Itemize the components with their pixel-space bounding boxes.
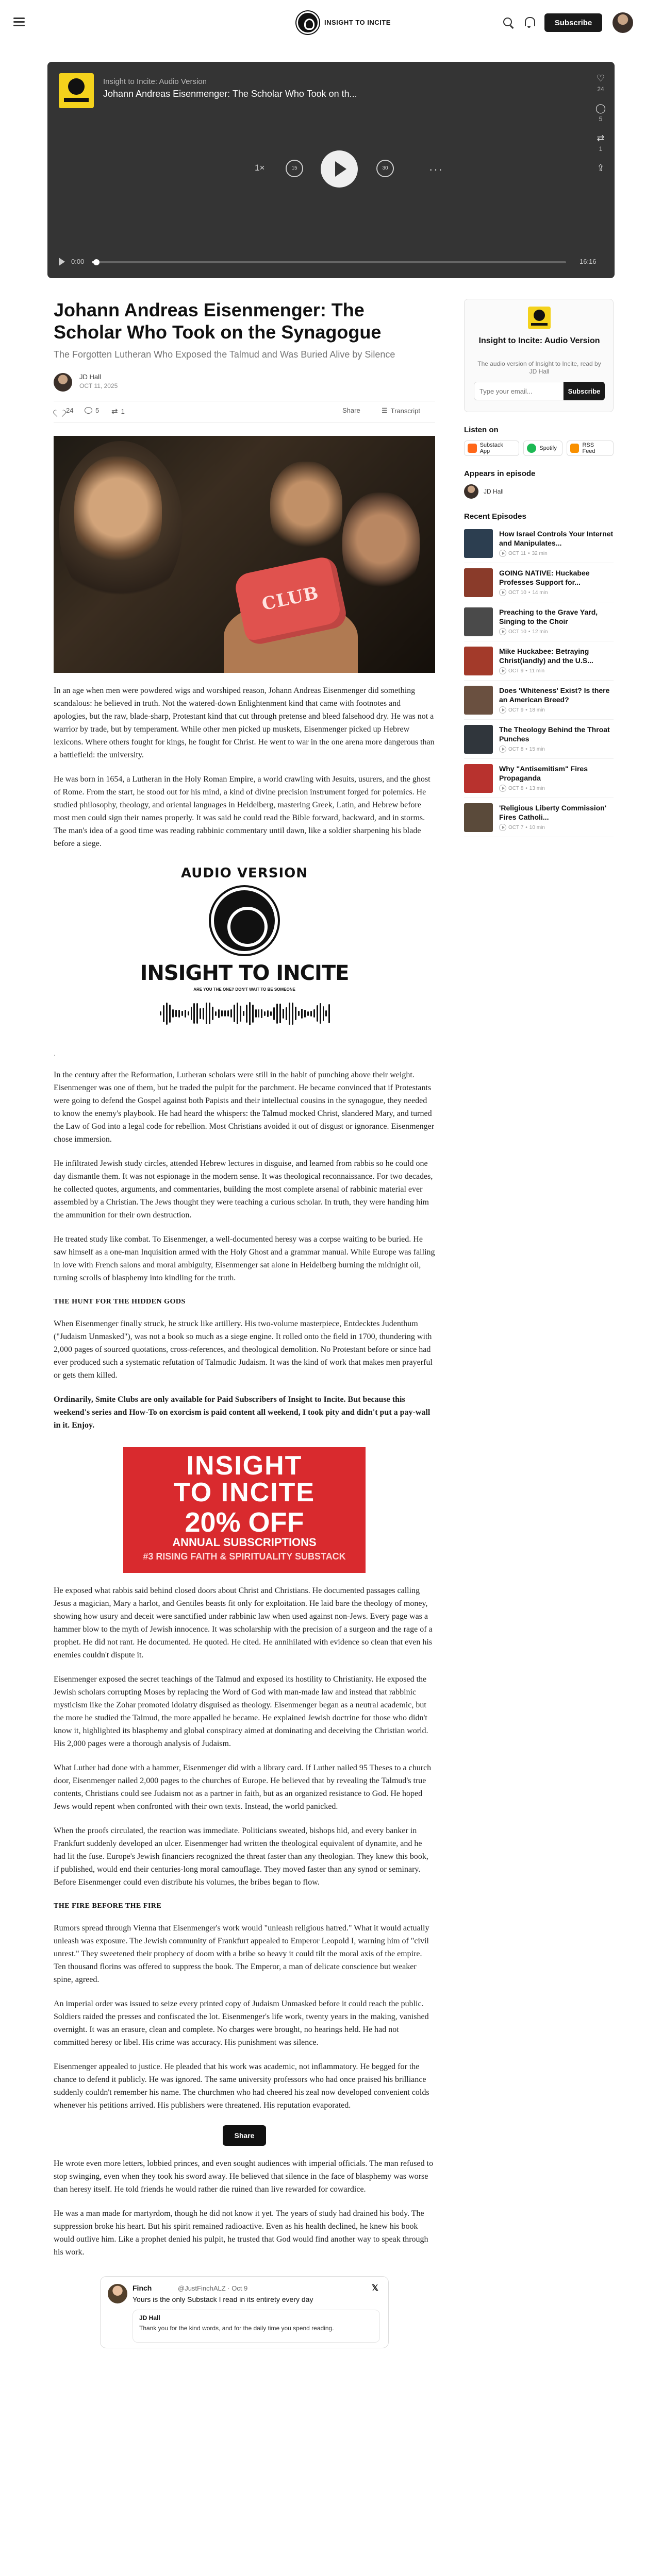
appears-avatar	[464, 484, 478, 499]
separator: .	[54, 1050, 56, 1057]
waveform-bar	[243, 1011, 244, 1016]
waveform-bar	[230, 1009, 232, 1018]
episode-thumbnail	[464, 725, 493, 754]
waveform-bar	[191, 1007, 192, 1020]
byline	[54, 371, 435, 394]
waveform-bar	[240, 1006, 241, 1022]
waveform-bar	[215, 1011, 217, 1016]
waveform-bar	[200, 1008, 201, 1019]
paid-note: Ordinarily, Smite Clubs are only available for Paid Subscribers of Insight to Incite. But because this weekend's series and How-To on exorcism is paid content all weekend, I took pity and didn't put a pay-wall in it. Enjoy.	[54, 1395, 431, 1430]
promo-line-5: #3 RISING FAITH & SPIRITUALITY SUBSTACK	[143, 1551, 346, 1562]
post-actions	[54, 401, 435, 422]
waveform-bar	[166, 1003, 168, 1025]
tweet-text: Yours is the only Substack I read in its entirety every day	[133, 2295, 313, 2303]
waveform-bar	[227, 1010, 229, 1016]
email-field[interactable]	[474, 382, 564, 400]
article-body	[54, 684, 435, 2348]
paragraph: He wrote even more letters, lobbied princes, and even sought audiences with imperial officials. The man refused to stop swinging, even when they took his sword away. He believed that silence in the face of blasphemy was worse than heresy itself. He told friends he would rather die ruined than live rewarded for cowardice.	[54, 2159, 434, 2194]
waveform-bar	[286, 1007, 287, 1020]
hero-image[interactable]	[54, 436, 435, 673]
gas-mask-logo	[211, 887, 278, 954]
mini-play-icon[interactable]	[59, 258, 65, 266]
paragraph: When the proofs circulated, the reaction was immediate. Politicians sweated, bishops hid, and every banker in Frankfurt suddenly developed an ulcer. Eisenmenger had written the theological equivalent of dynamite, and he had lit the fuse. Europe's Jewish financiers recognized the threat faster than any theologian. They knew this book, if published, would end their centuries-long moral camouflage. They moved faster than any synod or seminary. Before Eisenmenger could even distribute his volumes, the bribes began to flow.	[54, 1826, 428, 1887]
promo-line-4: ANNUAL SUBSCRIPTIONS	[172, 1536, 317, 1549]
episode-length: 15 min	[529, 746, 545, 752]
skip-back-button[interactable]: 15	[286, 160, 303, 177]
episode-meta	[499, 628, 548, 635]
episode-meta	[499, 824, 545, 831]
recent-episode[interactable]	[464, 602, 614, 641]
article	[54, 299, 435, 2348]
recent-episodes	[464, 524, 614, 837]
waveform-bar	[193, 1003, 195, 1024]
recent-episode[interactable]	[464, 759, 614, 798]
paragraph: He treated study like combat. To Eisenmenger, a well-documented heresy was a corpse waiting to be buried. He saw himself as a one-man Inquisition armed with the Holy Ghost and a grammar manual. While Europe was falling in love with French salons and moral ambiguity, Eisenmenger sat alone in Heidelberg burning the midnight oil, turning scrolls of blasphemy into kindling for the truth.	[54, 1235, 435, 1282]
share-button[interactable]	[342, 406, 360, 414]
waveform-bar	[304, 1010, 306, 1018]
waveform-bar	[203, 1008, 204, 1020]
top-bar	[0, 0, 662, 46]
tweet-handle: @JustFinchALZ · Oct 9	[178, 2284, 248, 2292]
restack-icon: ⇄	[111, 407, 118, 416]
listen-app-label: RSS Feed	[582, 442, 595, 454]
listen-apps	[464, 440, 614, 456]
recent-episode[interactable]	[464, 798, 614, 837]
audio-player	[47, 62, 615, 278]
player-like-count: 24	[597, 86, 604, 93]
episode-length: 11 min	[529, 668, 545, 674]
waveform-bar	[181, 1011, 183, 1016]
episode-date: OCT 7	[508, 824, 524, 831]
waveform-bar	[283, 1009, 284, 1019]
paragraph: Rumors spread through Vienna that Eisenmenger's work would "unleash religious hatred." What it would actually unleash was exposure. The Jewish community of Frankfurt appealed to Emperor Leopold I, warning him of "civil unrest." They sweetened their prophecy of doom with a bribe so heavy it could tilt the moral axis of the empire. Ten thousand florins was offered to suppress the book. The Emperor, a man of delicate conscience but weaker spine, agreed.	[54, 1924, 429, 1984]
waveform-bar	[196, 1003, 198, 1024]
subscribe-card-title: Insight to Incite: Audio Version	[478, 336, 600, 345]
episode-length: 12 min	[532, 629, 548, 635]
meta-separator: •	[525, 785, 527, 791]
subscribe-card	[464, 299, 614, 412]
waveform-bar	[237, 1003, 238, 1024]
waveform-bar	[224, 1010, 226, 1016]
rss-feed-button[interactable]	[567, 440, 614, 456]
comment-icon	[85, 407, 92, 414]
waveform-bar	[252, 1005, 254, 1023]
recent-episode[interactable]	[464, 681, 614, 720]
listen-app-label: Substack App	[479, 442, 503, 454]
transcript-button[interactable]	[382, 406, 420, 415]
player-restack-count: 1	[599, 145, 603, 152]
waveform-bar	[218, 1009, 220, 1018]
page-subtitle: The Forgotten Lutheran Who Exposed the Talmud and Was Buried Alive by Silence	[54, 349, 395, 360]
tweet-avatar	[108, 2284, 127, 2303]
x-logo-icon: 𝕏	[372, 2284, 378, 2293]
quoted-author: JD Hall	[139, 2314, 160, 2321]
episode-length: 10 min	[529, 824, 545, 831]
waveform-bar	[292, 1003, 293, 1025]
waveform-bar	[261, 1009, 262, 1018]
portrait-face	[74, 456, 162, 570]
waveform-bar	[310, 1011, 312, 1016]
like-count: 24	[66, 406, 74, 414]
waveform-bar	[188, 1011, 189, 1015]
waveform-bar	[267, 1010, 269, 1017]
waveform-bar	[323, 1006, 324, 1021]
rss-icon	[570, 444, 580, 453]
waveform-bar	[313, 1009, 315, 1018]
subscribe-card-description: The audio version of Insight to Incite, read by JD Hall	[477, 360, 601, 375]
quoted-text: Thank you for the kind words, and for the daily time you spend reading.	[139, 2325, 334, 2332]
episode-thumbnail	[464, 607, 493, 636]
skip-forward-button[interactable]: 30	[376, 160, 394, 177]
heart-icon[interactable]: ♡	[596, 73, 605, 83]
appears-name: JD Hall	[484, 488, 504, 495]
waveform-bar	[185, 1010, 186, 1018]
play-icon[interactable]	[499, 824, 506, 831]
episode-meta	[499, 550, 548, 557]
paragraph: In an age when men were powdered wigs and worshiped reason, Johann Andreas Eisenmenger did something scandalous: he believed in truth. Not the watered-down Enlightenment kind that came with footnotes and apologies, but the raw, blade-sharp, Protestant kind that cut through pretense and bleed falsehood dry. He was not a warrior by trade, but by temperament. While other men picked up muskets, Eisenmenger picked up Hebrew lexicons. Where others fought for kings, he fought for Christ. He went to war in the one arena more dangerous than a battlefield: the university.	[54, 686, 435, 759]
episode-date: OCT 10	[508, 589, 526, 596]
episode-meta	[499, 745, 545, 753]
player-comment-count: 5	[599, 115, 603, 123]
recent-episode[interactable]	[464, 720, 614, 759]
promo-line-1: INSIGHT	[186, 1451, 303, 1481]
publication-logo	[528, 307, 551, 329]
section-heading: THE FIRE BEFORE THE FIRE	[54, 1902, 162, 1910]
episode-title: 'Religious Liberty Commission' Fires Catholi...	[499, 804, 607, 821]
menu-icon[interactable]	[11, 15, 27, 31]
waveform-bar	[317, 1005, 318, 1022]
episode-date: OCT 8	[508, 746, 524, 752]
share-button[interactable]: Share	[223, 2125, 266, 2146]
episode-length: 18 min	[529, 707, 545, 713]
audio-image-tagline: ARE YOU THE ONE? DON'T WAIT TO BE SOMEONE	[193, 987, 295, 992]
episode-length: 32 min	[532, 550, 548, 556]
promo-discount: 20% OFF	[185, 1507, 304, 1538]
meta-separator: •	[525, 746, 527, 752]
restack-button[interactable]	[111, 406, 125, 416]
waveform-bar	[169, 1005, 171, 1023]
share-label: Share	[342, 406, 360, 414]
episode-thumbnail	[464, 529, 493, 558]
brand[interactable]	[296, 11, 391, 34]
recent-episodes-heading: Recent Episodes	[464, 512, 526, 521]
transcript-icon: ☰	[382, 406, 388, 414]
episode-thumbnail	[464, 686, 493, 715]
soap-text: CLUB	[260, 582, 321, 615]
page-title: Johann Andreas Eisenmenger: The Scholar Who Took on the Synagogue	[54, 299, 382, 343]
promo-banner[interactable]	[123, 1447, 366, 1573]
episode-title: Preaching to the Grave Yard, Singing to the Choir	[499, 608, 598, 625]
meta-separator: •	[528, 550, 530, 556]
progress-track[interactable]	[92, 261, 566, 263]
rabbi-face	[342, 493, 420, 596]
progress-knob[interactable]	[93, 259, 100, 265]
paragraph: He infiltrated Jewish study circles, attended Hebrew lectures in disguise, and learned from rabbis so he could one day dismantle them. It was not espionage in the modern sense. It was theological reconnaissance. For two decades, he collected quotes, arguments, and commentaries, building the most complete arsenal of rabbinic material ever assembled by a Christian. The Jews thought they were teaching a curious scholar. In truth, they were handing him the ammunition for their own destruction.	[54, 1159, 433, 1219]
player-progress	[59, 257, 603, 267]
meta-separator: •	[528, 589, 531, 596]
waveform-bar	[270, 1011, 272, 1016]
waveform-bar	[234, 1005, 235, 1022]
player-source[interactable]: Insight to Incite: Audio Version	[103, 77, 207, 86]
paragraph: Eisenmenger appealed to justice. He pleaded that his work was academic, not inflammatory. He begged for the chance to defend it publicly. He was ignored. The same university professors who had once praised his brilliance suddenly couldn't remember his name. The churchmen who had cheered his zeal now developed convenient colds whenever his petitions arrived. His publishers were threatened. His reputation evaporated.	[54, 2062, 429, 2110]
episode-meta	[499, 785, 545, 792]
waveform-bar	[255, 1009, 257, 1018]
waveform-bar	[246, 1005, 247, 1023]
appears-author[interactable]	[464, 484, 614, 499]
episode-title: Why "Antisemitism" Fires Propaganda	[499, 765, 588, 782]
waveform-bar	[320, 1003, 321, 1024]
brand-name: INSIGHT TO INCITE	[324, 19, 391, 26]
waveform-bar	[221, 1010, 223, 1016]
author-name[interactable]: JD Hall	[79, 373, 101, 381]
waveform-bar	[249, 1002, 251, 1025]
episode-title: Mike Huckabee: Betraying Christ(iandly) and the U.S...	[499, 647, 593, 665]
appears-heading: Appears in episode	[464, 469, 536, 478]
comment-icon[interactable]: ◯	[595, 103, 606, 113]
restack-count: 1	[121, 407, 125, 415]
play-icon[interactable]	[499, 667, 506, 674]
substack-app-button[interactable]	[464, 440, 519, 456]
episode-title: GOING NATIVE: Huckabee Professes Support for...	[499, 569, 590, 586]
avatar[interactable]	[613, 12, 633, 33]
episode-meta	[499, 589, 548, 596]
waveform-bar	[178, 1010, 180, 1018]
sidebar	[464, 299, 614, 837]
episode-date: OCT 11	[508, 550, 526, 556]
more-icon[interactable]: ···	[429, 163, 443, 176]
audio-version-image[interactable]	[136, 866, 353, 1041]
meta-separator: •	[525, 824, 527, 831]
audio-image-brand: INSIGHT TO INCITE	[140, 961, 349, 985]
comment-count: 5	[95, 406, 100, 414]
meta-separator: •	[525, 707, 527, 713]
brand-logo	[296, 11, 319, 34]
recent-episode[interactable]	[464, 563, 614, 602]
waveform-bar	[264, 1011, 266, 1016]
episode-date: OCT 8	[508, 785, 524, 791]
episode-thumbnail	[464, 803, 493, 832]
episode-title: How Israel Controls Your Internet and Manipulates...	[499, 530, 614, 547]
waveform-bar	[301, 1009, 303, 1019]
waveform-bar	[307, 1011, 309, 1016]
episode-artwork	[59, 73, 94, 108]
section-heading: THE HUNT FOR THE HIDDEN GODS	[54, 1298, 186, 1306]
play-button[interactable]	[321, 150, 358, 188]
episode-title: The Theology Behind the Throat Punches	[499, 725, 610, 743]
comment-button[interactable]	[85, 406, 99, 414]
waveform-bar	[212, 1007, 213, 1020]
waveform-bar	[160, 1011, 161, 1015]
restack-icon[interactable]: ⇄	[597, 133, 605, 143]
elapsed-time: 0:00	[71, 258, 85, 265]
paragraph: When Eisenmenger finally struck, he struck like artillery. His two-volume masterpiece, Entdecktes Judenthum ("Judaism Unmasked"), was not a book so much as a siege engine. It rolled onto the field in 1700, thundering with 2,000 pages of sourced quotations, cross-references, and theological demolition. No Protestant before or since had ever produced such a systematic refutation of Talmudic Judaism. It was the kind of work that makes men prayerful or gets them killed.	[54, 1319, 433, 1380]
player-title: Johann Andreas Eisenmenger: The Scholar Who Took on th...	[103, 89, 357, 99]
waveform-bar	[175, 1010, 177, 1017]
waveform-bar	[279, 1004, 281, 1023]
meta-separator: •	[528, 629, 531, 635]
sidebar-subscribe-button[interactable]: Subscribe	[564, 382, 605, 400]
episode-thumbnail	[464, 764, 493, 793]
episode-meta	[499, 667, 544, 674]
search-icon[interactable]	[502, 16, 515, 29]
recent-episode[interactable]	[464, 524, 614, 563]
rabbi-face	[270, 462, 342, 554]
playback-speed[interactable]: 1×	[255, 163, 265, 173]
episode-date: OCT 9	[508, 668, 524, 674]
episode-thumbnail	[464, 568, 493, 597]
play-icon[interactable]	[499, 550, 506, 557]
promo-line-2: TO INCITE	[173, 1478, 316, 1507]
like-button[interactable]	[56, 406, 73, 414]
listen-app-label: Spotify	[539, 445, 557, 451]
episode-title: Does 'Whiteness' Exist? Is there an American Breed?	[499, 686, 610, 704]
waveform-bar	[325, 1010, 327, 1016]
paragraph: An imperial order was issued to seize every printed copy of Judaism Unmasked before it could reach the public. Soldiers raided the presses and confiscated the lot. Eisenmenger's life work, twenty years in the making, vanished overnight. It was an erasure, clean and complete. No charges were brought, no hearings held. He had not committed heresy or libel. His crime was accuracy. His punishment was silence.	[54, 1999, 429, 2047]
play-icon[interactable]	[499, 785, 506, 792]
paragraph: He was born in 1654, a Lutheran in the Holy Roman Empire, a world crawling with Jesuits, usurers, and the ghost of Rome. From the start, he stood out for his mind, a kind of divine precision instrument forged for polemics. He studied philosophy, theology, and oriental languages in Heidelberg, mastering Greek, Latin, and Hebrew before most men could sign their names properly. It was said he could read the Bible forward, backward, and in storms. The man's idea of a good time was reading rabbinic commentary until dawn, like a soldier sharpening his blade before a siege.	[54, 775, 431, 848]
paragraph: What Luther had done with a hammer, Eisenmenger did with a library card. If Luther nailed 95 Theses to a church door, Eisenmenger nailed 2,000 pages to the churches of Europe. He believed that by revealing the Talmud's true contents, Christians could see Judaism not as a partner in faith, but as an organized resistance to God. He hoped Jews would repent when confronted with their own texts. Instead, the world panicked.	[54, 1764, 432, 1811]
meta-separator: •	[525, 668, 527, 674]
substack-icon	[468, 444, 477, 453]
audio-image-label: AUDIO VERSION	[180, 866, 308, 881]
embedded-tweet[interactable]	[100, 2276, 389, 2348]
waveform	[160, 1001, 330, 1026]
recent-episode[interactable]	[464, 641, 614, 681]
paragraph: He exposed what rabbis said behind closed doors about Christ and Christians. He documented passages calling Jesus a magician, Mary a harlot, and Gentiles beasts fit only for exploitation. He laid bare the theology of money, showing how usury and deceit were sanctified under rabbinic law when used against non-Jews. Every page was a hammer blow to the myth of Jewish innocence. It was scholarship with the precision of a surgeon and the rage of a prophet. He did not rant. He documented. He quoted. He cited. He annihilated with evidence so clean that even his enemies couldn't dispute it.	[54, 1586, 433, 1659]
listen-on-heading: Listen on	[464, 426, 499, 434]
play-icon[interactable]	[499, 706, 506, 714]
waveform-bar	[298, 1011, 300, 1016]
transcript-label: Transcript	[390, 406, 420, 415]
waveform-bar	[276, 1004, 278, 1024]
episode-length: 13 min	[529, 785, 545, 791]
spotify-icon	[527, 444, 536, 453]
post-date: OCT 11, 2025	[79, 382, 118, 389]
play-icon[interactable]	[499, 589, 506, 596]
tweet-author[interactable]: Finch	[133, 2284, 152, 2292]
subscribe-button[interactable]: Subscribe	[544, 13, 602, 32]
quoted-tweet[interactable]	[133, 2310, 380, 2343]
play-icon[interactable]	[499, 745, 506, 753]
waveform-bar	[273, 1007, 275, 1020]
waveform-bar	[295, 1007, 296, 1020]
waveform-bar	[206, 1003, 207, 1024]
waveform-bar	[258, 1009, 260, 1018]
waveform-bar	[209, 1003, 210, 1024]
play-icon[interactable]	[499, 628, 506, 635]
episode-date: OCT 9	[508, 707, 524, 713]
share-icon[interactable]: ⇪	[597, 163, 605, 173]
waveform-bar	[289, 1003, 290, 1025]
episode-meta	[499, 706, 545, 714]
spotify-button[interactable]	[523, 440, 562, 456]
waveform-bar	[328, 1004, 330, 1023]
heart-icon	[56, 407, 63, 414]
paragraph: Eisenmenger exposed the secret teachings of the Talmud and exposed its hostility to Christianity. He exposed the Jewish scholars corrupting Moses by replacing the Word of God with man-made law and instead that rabbinic mysticism like the Zohar promoted idolatry disguised as theology. Eisenmenger began as a neutral academic, but the more he studied the Talmud, the more appalled he became. He explained Jewish doctrine for those who didn't know it, highlighted its blasphemy and global conspiracy aimed at dominating and deceiving the Christian world. His 2,000 pages were a thorough analysis of Judaism.	[54, 1675, 428, 1748]
paragraph: In the century after the Reformation, Lutheran scholars were still in the habit of punching above their weight. Eisenmenger was one of them, but he traded the pulpit for the parchment. He became convinced that if Protestants were going to defend the Gospel against both Papists and their intellectual cousins in the synagogue, they needed to know the enemy's playbook. He had heard the whispers: the Talmud mocked Christ, slandered Mary, and turned the Law of God into a legal code for rebellion. Most Christians avoided it out of disgust or ignorance. Eisenmenger chose immersion.	[54, 1071, 435, 1144]
waveform-bar	[172, 1009, 174, 1018]
episode-date: OCT 10	[508, 629, 526, 635]
author-avatar[interactable]	[54, 373, 72, 392]
paragraph: He was a man made for martyrdom, though he did not know it yet. The years of study had drained his body. The suppression broke his heart. But his spirit remained radioactive. Even as his health declined, he knew his book would outlive him. Like a prophet denied his pulpit, he trusted that God would find another way to speak through his work.	[54, 2209, 428, 2257]
episode-thumbnail	[464, 647, 493, 675]
duration-time: 16:16	[580, 258, 597, 265]
episode-length: 14 min	[532, 589, 548, 596]
waveform-bar	[163, 1005, 164, 1022]
bell-icon[interactable]	[523, 15, 535, 29]
